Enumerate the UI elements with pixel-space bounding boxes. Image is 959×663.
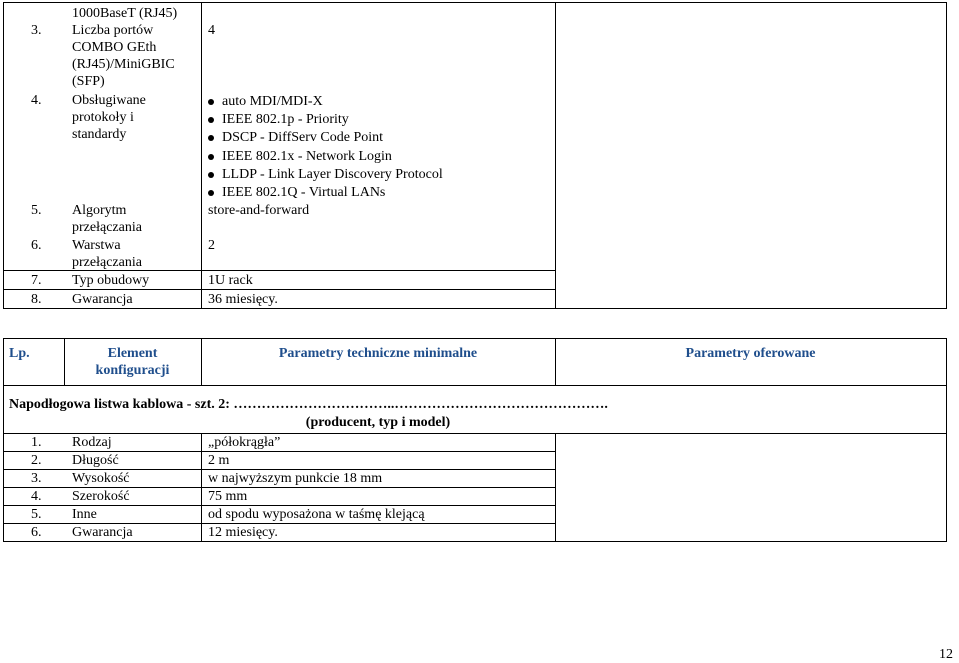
row-label: Rodzaj <box>72 435 112 450</box>
table-border <box>3 289 555 290</box>
list-item: auto MDI/MDI-X <box>208 93 443 111</box>
header-params-min: Parametry techniczne minimalne <box>278 346 478 361</box>
row-label: standardy <box>72 127 127 142</box>
row-number: 8. <box>31 292 42 307</box>
list-item: DSCP - DiffServ Code Point <box>208 129 443 147</box>
list-item: IEEE 802.1x - Network Login <box>208 148 443 166</box>
row-value: 75 mm <box>208 489 248 504</box>
table-border <box>3 308 947 309</box>
row-label: Inne <box>72 507 97 522</box>
row-label: COMBO GEth <box>72 40 157 55</box>
row-number: 3. <box>31 471 42 486</box>
row-label: Wysokość <box>72 471 130 486</box>
bullet-icon <box>208 99 214 105</box>
row-number: 5. <box>31 507 42 522</box>
row-number: 3. <box>31 23 42 38</box>
table-border <box>3 385 947 386</box>
row-label: Obsługiwane <box>72 93 146 108</box>
protocol-list <box>208 93 443 202</box>
row-label: przełączania <box>72 255 142 270</box>
table-border <box>946 2 947 308</box>
row-label: (SFP) <box>72 74 105 89</box>
bullet-icon <box>208 190 214 196</box>
table-border <box>555 2 556 308</box>
row-value: 2 m <box>208 453 230 468</box>
header-element: konfiguracji <box>95 363 170 378</box>
bullet-icon <box>208 135 214 141</box>
row-label: Liczba portów <box>72 23 154 38</box>
row-label: przełączania <box>72 220 142 235</box>
row-number: 5. <box>31 203 42 218</box>
row-label: Długość <box>72 453 119 468</box>
row-number: 4. <box>31 489 42 504</box>
section-title: Napodłogowa listwa kablowa - szt. 2: ……………………………..………………………………………. <box>9 397 608 412</box>
row-number: 7. <box>31 273 42 288</box>
continuation-text: 1000BaseT (RJ45) <box>72 6 178 21</box>
row-value: store-and-forward <box>208 203 310 218</box>
bullet-icon <box>208 154 214 160</box>
table-border <box>555 433 556 541</box>
table-border <box>3 541 947 542</box>
row-value: „półokrągła” <box>208 435 281 450</box>
table-border <box>201 433 202 541</box>
bullet-icon <box>208 117 214 123</box>
list-item: IEEE 802.1p - Priority <box>208 111 443 129</box>
table-border <box>3 2 947 3</box>
row-number: 2. <box>31 453 42 468</box>
table-border <box>201 2 202 308</box>
row-label: Szerokość <box>72 489 130 504</box>
row-value: 2 <box>208 238 215 253</box>
row-value: 36 miesięcy. <box>208 292 278 307</box>
row-number: 1. <box>31 435 42 450</box>
section-subtitle: (producent, typ i model) <box>305 415 451 430</box>
table-border <box>3 338 4 541</box>
header-element: Element <box>107 346 158 361</box>
bullet-icon <box>208 172 214 178</box>
page-number: 12 <box>939 647 953 662</box>
row-value: 4 <box>208 23 215 38</box>
row-label: protokoły i <box>72 110 134 125</box>
list-item: LLDP - Link Layer Discovery Protocol <box>208 166 443 184</box>
table-border <box>3 338 947 339</box>
row-label: (RJ45)/MiniGBIC <box>72 57 175 72</box>
header-params-offered: Parametry oferowane <box>685 346 816 361</box>
row-label: Gwarancja <box>72 292 133 307</box>
row-value: 1U rack <box>208 273 253 288</box>
table-border <box>3 433 947 434</box>
table-border <box>946 338 947 541</box>
row-label: Algorytm <box>72 203 127 218</box>
row-value: 12 miesięcy. <box>208 525 278 540</box>
row-label: Gwarancja <box>72 525 133 540</box>
row-number: 6. <box>31 238 42 253</box>
row-label: Typ obudowy <box>72 273 150 288</box>
row-value: w najwyższym punkcie 18 mm <box>208 471 383 486</box>
row-value: od spodu wyposażona w taśmę klejącą <box>208 507 425 522</box>
row-number: 4. <box>31 93 42 108</box>
header-lp: Lp. <box>9 346 30 361</box>
table-border <box>3 2 4 308</box>
row-number: 6. <box>31 525 42 540</box>
row-label: Warstwa <box>72 238 121 253</box>
list-item: IEEE 802.1Q - Virtual LANs <box>208 184 443 202</box>
